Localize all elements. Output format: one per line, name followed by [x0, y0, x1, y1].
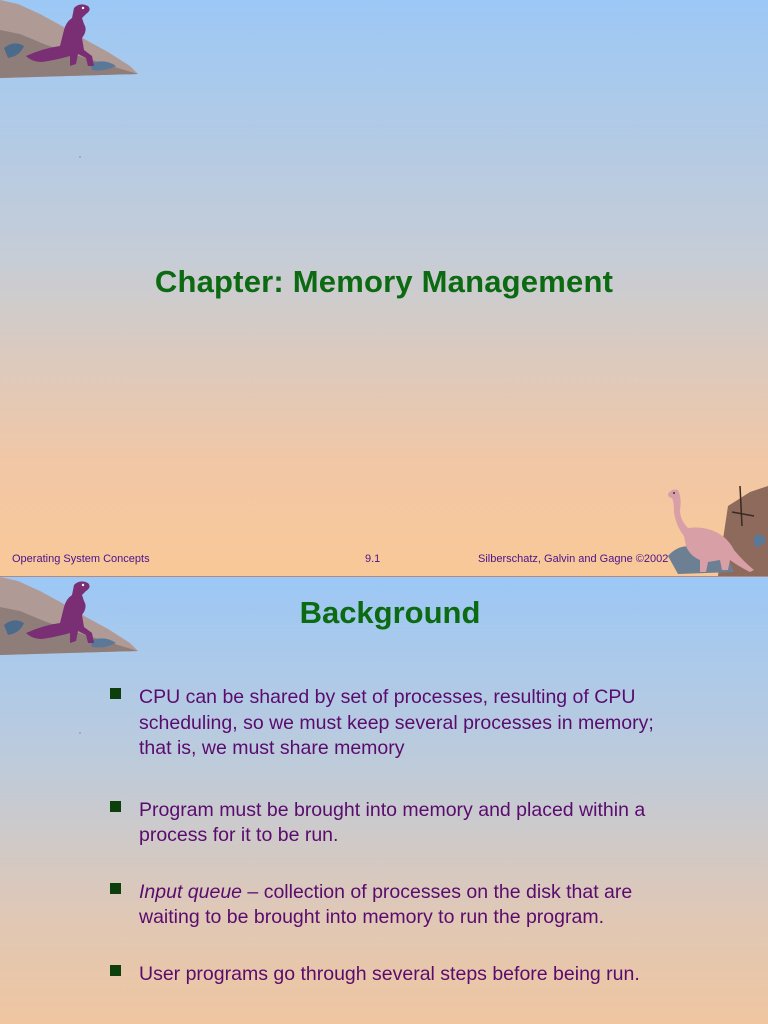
- square-bullet-icon: [110, 883, 121, 894]
- bullet-text: – collection of processes on the disk that are waiting to be brought into memory to run the program.: [139, 880, 633, 928]
- square-bullet-icon: [110, 965, 121, 976]
- list-item: [108, 798, 688, 849]
- list-item: [108, 880, 688, 931]
- bullet-text: Program must be brought into memory and placed within a process for it to be run.: [139, 798, 646, 846]
- square-bullet-icon: [110, 688, 121, 699]
- footer-course: Operating System Concepts: [12, 553, 150, 565]
- bullet-emphasis: Input queue: [139, 880, 243, 903]
- decorative-dot: [79, 156, 81, 158]
- slide-title: Background: [299, 595, 481, 630]
- background-slide: [0, 577, 768, 1024]
- dinosaur-on-rock-icon: [0, 0, 140, 78]
- list-item: [108, 962, 688, 988]
- slide-title: Chapter: Memory Management: [154, 264, 614, 299]
- bullet-text: User programs go through several steps before being run.: [139, 962, 640, 985]
- decorative-dot: [79, 732, 81, 734]
- footer-copyright: Silberschatz, Galvin and Gagne ©2002: [478, 553, 669, 565]
- bullet-text: CPU can be shared by set of processes, resulting of CPU scheduling, so we must keep several processes in memory; that is, we must share memory: [139, 686, 654, 759]
- brontosaurus-icon: [658, 486, 768, 576]
- footer-page-number: 9.1: [365, 553, 381, 565]
- bullet-list: [108, 685, 688, 987]
- square-bullet-icon: [110, 801, 121, 812]
- list-item: [108, 685, 688, 762]
